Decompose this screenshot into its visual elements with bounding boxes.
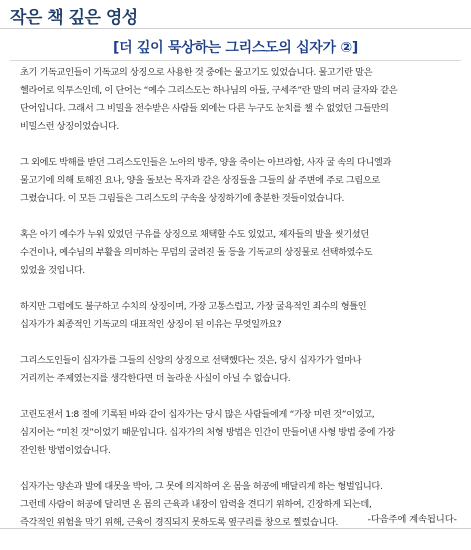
paragraph-line: 거리끼는 주제였는지를 생각한다면 더 놀라운 사실이 아닐 수 없습니다.	[20, 373, 291, 384]
paragraph-line: 그리스도인들이 십자가를 그들의 신앙의 상징으로 선택했다는 것은, 당시 십자가가 얼마나	[20, 355, 362, 366]
paragraph-1	[20, 64, 460, 136]
paragraph-line: 고린도전서 1:8 절에 기록된 바와 같이 십자가는 당시 많은 사람들에게 “가장 미련 것”이었고,	[20, 409, 375, 420]
paragraph-2	[20, 154, 460, 208]
paragraph-5	[20, 352, 460, 388]
paragraph-line: 수건이나, 예수님의 부활을 의미하는 무덤의 굴려진 돌 등을 기독교의 상징물로 선택하였수도	[20, 247, 373, 258]
page-header	[0, 0, 471, 29]
paragraph-line: 물고기에 의해 토해진 요나, 양을 돌보는 목자과 같은 상징들을 그들의 삶 주변에 주로 그림으로	[20, 175, 380, 186]
paragraph-line: 단어입니다. 그래서 그 비밀을 전수받은 사람들 외에는 다른 누구도 눈치를 챌 수 없었던 그들만의	[20, 103, 389, 114]
paragraph-line: 십자가는 양손과 발에 대못을 박아, 그 못에 의지하여 온 몸을 허공에 매달리게 하는 형벌입니다.	[20, 481, 383, 492]
continue-note: -다음주에 계속됩니다-	[367, 514, 457, 525]
article-body	[20, 64, 460, 550]
paragraph-line: 하지만 그럼에도 불구하고 수치의 상징이며, 가장 고통스럽고, 가장 굴욕적인 죄수의 형틀인	[20, 301, 367, 312]
paragraph-line: 심지어는 “미친 것”이었기 때문입니다. 십자가의 처형 방법은 인간이 만들어낸 사형 방법 중에 가장	[20, 427, 395, 438]
paragraph-line: 그런데 사람이 허공에 달리면 온 몸의 근육과 내장이 압력을 견디기 위하여, 긴장하게 되는데,	[20, 499, 372, 510]
article-title: [더 깊이 묵상하는 그리스도의 십자가 ②]	[113, 40, 358, 56]
paragraph-line: 헬라어로 익투스인데, 이 단어는 “예수 그리스도는 하나님의 아들, 구세주”란 말의 머리 글자와 같은	[20, 85, 398, 96]
paragraph-line: 그 외에도 박해를 받던 그리스도인들은 노아의 방주, 양을 죽이는 아브라함, 사자 굴 속의 다니엘과	[20, 157, 392, 168]
paragraph-4	[20, 298, 460, 334]
title-divider	[10, 60, 461, 61]
paragraph-line: 비밀스런 상징이었습니다.	[20, 121, 119, 132]
header-title: 작은 책 깊은 영성	[10, 8, 138, 28]
paragraph-line: 그렸습니다. 이 모든 그림들은 그리스도의 구속을 상징하기에 충분한 것들이었습니다.	[20, 193, 345, 204]
paragraph-line: 잔인한 방법이었습니다.	[20, 445, 111, 456]
paragraph-line: 혹은 아기 예수가 누워 있었던 구유를 상징으로 채택할 수도 있었고, 제자들의 발을 씻기셨던	[20, 229, 369, 240]
paragraph-3	[20, 226, 460, 280]
paragraph-line: 있었을 것입니다.	[20, 265, 85, 276]
paragraph-line: 즉각적인 위험을 막기 위해, 근육이 경직되지 못하도록 옆구리를 창으로 찔렀습니다.	[20, 517, 339, 528]
paragraph-line: 십자가가 최종적인 기독교의 대표적인 상징이 된 이유는 무엇일까요?	[20, 319, 282, 330]
paragraph-line: 초기 기독교인들이 기독교의 상징으로 사용한 것 중에는 물고기도 있었습니다. 물고기란 말은	[20, 67, 373, 78]
paragraph-6	[20, 406, 460, 460]
bottom-divider	[0, 528, 471, 529]
